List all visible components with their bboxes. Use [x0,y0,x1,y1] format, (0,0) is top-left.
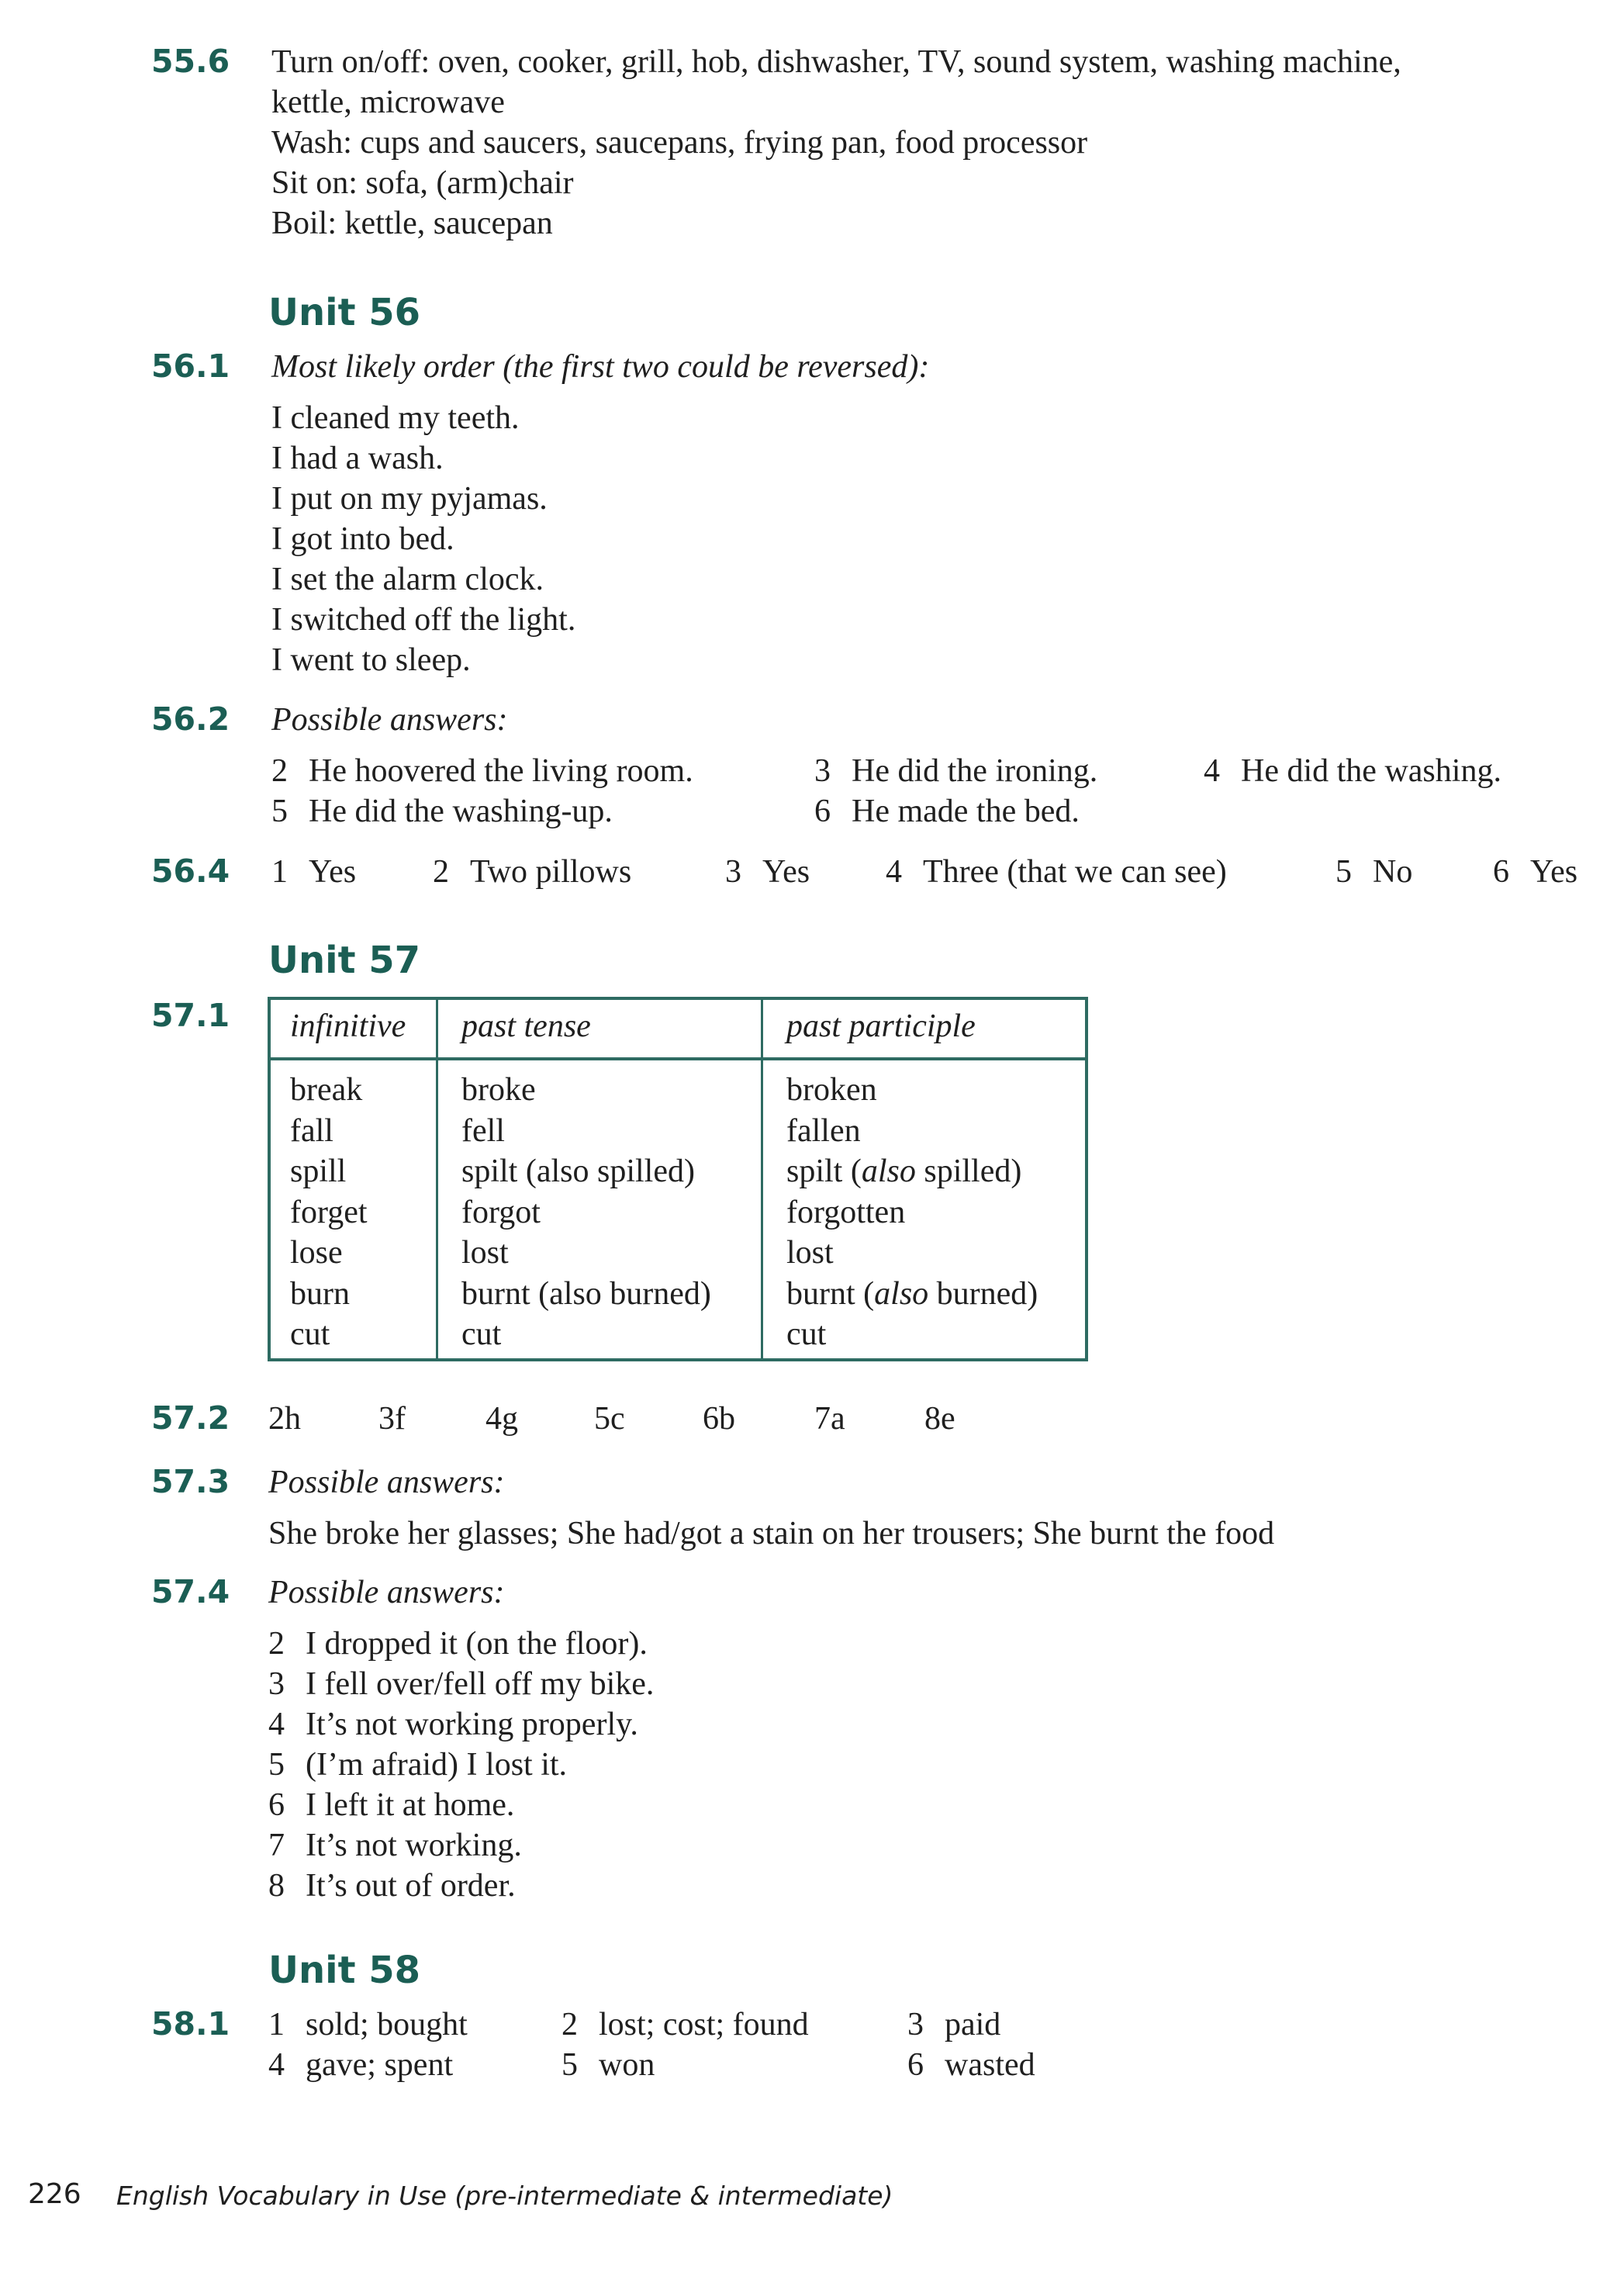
answer-item [268,1786,514,1824]
answer-item [561,2046,655,2084]
answer-item [268,1625,648,1662]
answer-item: 5c [594,1401,625,1437]
item-text: Yes [309,854,357,890]
answer-item [268,1867,516,1904]
item-number: 2 [268,1626,285,1662]
item-text: He did the ironing. [852,753,1098,789]
exercise-number-55-6: 55.6 [151,43,230,80]
table-header-past-tense: past tense [461,1008,591,1044]
item-text: It’s not working. [306,1828,522,1863]
answer-item [268,1746,567,1783]
cell-text: spilled) [915,1154,1022,1189]
answer-line: I went to sleep. [271,642,471,678]
item-text: Yes [762,854,810,890]
answer-line: Wash: cups and saucers, saucepans, frying pan, food processor [271,125,1088,161]
answer-item [433,853,631,891]
cell-text: burnt ( [786,1275,875,1312]
exercise-intro: Possible answers: [268,1465,505,1500]
item-text: wasted [945,2047,1035,2083]
answer-line: I switched off the light. [271,602,576,638]
item-text: He did the washing-up. [309,794,613,829]
unit-58-heading: Unit 58 [268,1949,421,1992]
exercise-number-57-1: 57.1 [151,997,230,1034]
table-cell: fallen [786,1112,861,1149]
exercise-number-57-2: 57.2 [151,1399,230,1437]
answer-item [814,793,1080,830]
item-number: 3 [268,1666,285,1702]
table-cell: forgot [461,1194,541,1230]
item-number: 2 [433,854,449,890]
answer-item [268,2046,453,2084]
table-cell [786,1274,1038,1315]
table-cell: burn [290,1275,350,1312]
item-text: Two pillows [470,854,632,890]
answer-line: kettle, microwave [271,85,505,120]
table-cell: spilt (also spilled) [461,1154,695,1189]
exercise-number-56-4: 56.4 [151,853,230,890]
item-text: It’s not working properly. [306,1707,638,1742]
table-cell: burnt (also burned) [461,1275,711,1312]
answer-item: 3f [378,1401,406,1437]
answer-item [907,2006,1000,2043]
answer-item [907,2046,1035,2084]
item-text: paid [945,2007,1001,2042]
table-header-past-participle: past participle [786,1008,976,1044]
item-number: 6 [268,1787,285,1823]
table-cell: fall [290,1112,333,1149]
item-number: 6 [907,2047,924,2083]
exercise-number-56-2: 56.2 [151,700,230,738]
table-header-infinitive: infinitive [290,1008,406,1044]
table-cell: cut [461,1316,502,1352]
item-text: It’s out of order. [306,1868,516,1904]
answer-item: 7a [814,1401,845,1437]
item-number: 2 [561,2007,578,2042]
answer-line: I got into bed. [271,521,454,557]
table-cell: cut [786,1316,827,1352]
answer-item [268,1706,638,1743]
item-text: Three (that we can see) [923,854,1227,890]
answer-item [1493,853,1577,891]
answer-item [886,853,1227,891]
item-number: 6 [1493,854,1509,890]
item-text: won [599,2047,655,2083]
table-cell: fell [461,1112,505,1149]
item-text: I dropped it (on the floor). [306,1626,648,1662]
item-number: 5 [271,794,288,829]
cell-text: spilt ( [786,1154,862,1189]
item-number: 5 [561,2047,578,2083]
item-number: 7 [268,1828,285,1863]
item-text: He did the washing. [1241,753,1501,789]
table-cell: broke [461,1072,536,1108]
item-number: 8 [268,1868,285,1904]
exercise-number-56-1: 56.1 [151,348,230,385]
cell-text-italic: also [861,1154,916,1189]
infinitive-column [290,1070,368,1355]
table-cell: cut [290,1316,330,1352]
item-text: I fell over/fell off my bike. [306,1666,655,1702]
answer-item [268,2006,468,2043]
book-title: English Vocabulary in Use (pre-intermediate & intermediate) [116,2181,893,2211]
answer-item: 2h [268,1401,301,1437]
answer-item [1335,853,1412,891]
exercise-number-58-1: 58.1 [151,2005,230,2042]
table-cell: broken [786,1072,877,1108]
item-number: 1 [271,854,288,890]
exercise-intro: Most likely order (the first two could be reversed): [271,349,930,385]
table-cell: forgotten [786,1194,906,1230]
answer-item [814,752,1097,790]
exercise-intro: Possible answers: [271,702,508,738]
item-number: 4 [268,2047,285,2083]
table-cell: spill [290,1154,347,1189]
answer-item [271,853,356,891]
item-text: sold; bought [306,2007,468,2042]
exercise-number-57-4: 57.4 [151,1573,230,1610]
answer-item [268,1665,654,1703]
answer-item [271,793,613,830]
item-number: 5 [1335,854,1352,890]
answer-line: I set the alarm clock. [271,562,544,597]
table-column-divider [761,1000,763,1358]
answer-item [1204,752,1501,790]
answer-line: I put on my pyjamas. [271,481,548,517]
item-text: I left it at home. [306,1787,515,1823]
answer-item [725,853,810,891]
answer-line: Boil: kettle, saucepan [271,206,553,241]
exercise-intro: Possible answers: [268,1575,505,1610]
table-header-divider [271,1057,1085,1060]
exercise-number-57-3: 57.3 [151,1463,230,1500]
answer-item [271,752,693,790]
item-text: He hoovered the living room. [309,753,693,789]
table-cell: lost [786,1235,834,1271]
item-number: 4 [268,1707,285,1742]
past-tense-column [461,1070,711,1355]
answer-item: 8e [924,1401,955,1437]
unit-57-heading: Unit 57 [268,939,421,982]
item-number: 4 [1204,753,1220,789]
item-number: 6 [814,794,831,829]
page-number: 226 [28,2178,81,2210]
answer-line: She broke her glasses; She had/got a stain on her trousers; She burnt the food [268,1516,1275,1551]
item-number: 5 [268,1747,285,1783]
answer-item [561,2006,809,2043]
item-number: 4 [886,854,902,890]
item-number: 3 [725,854,741,890]
item-text: He made the bed. [852,794,1080,829]
item-text: lost; cost; found [599,2007,809,2042]
answer-item: 6b [703,1401,735,1437]
table-cell [786,1151,1038,1192]
item-text: Yes [1530,854,1578,890]
cell-text: burned) [928,1275,1038,1312]
answer-line: I had a wash. [271,441,444,476]
table-cell: lose [290,1235,343,1271]
answer-item: 4g [485,1401,518,1437]
answer-item [268,1827,522,1864]
item-text: gave; spent [306,2047,454,2083]
item-text: No [1373,854,1413,890]
answer-line: I cleaned my teeth. [271,400,520,436]
table-cell: forget [290,1194,368,1230]
table-column-divider [436,1000,438,1358]
answer-line: Turn on/off: oven, cooker, grill, hob, dishwasher, TV, sound system, washing machine, [271,44,1401,80]
verb-forms-table [268,997,1088,1361]
cell-text-italic: also [874,1275,929,1312]
item-number: 2 [271,753,288,789]
item-number: 1 [268,2007,285,2042]
table-cell: break [290,1072,363,1108]
item-text: (I’m afraid) I lost it. [306,1747,568,1783]
unit-56-heading: Unit 56 [268,291,421,334]
past-participle-column [786,1070,1038,1355]
table-cell: lost [461,1235,509,1271]
item-number: 3 [814,753,831,789]
answer-line: Sit on: sofa, (arm)chair [271,165,574,201]
item-number: 3 [907,2007,924,2042]
